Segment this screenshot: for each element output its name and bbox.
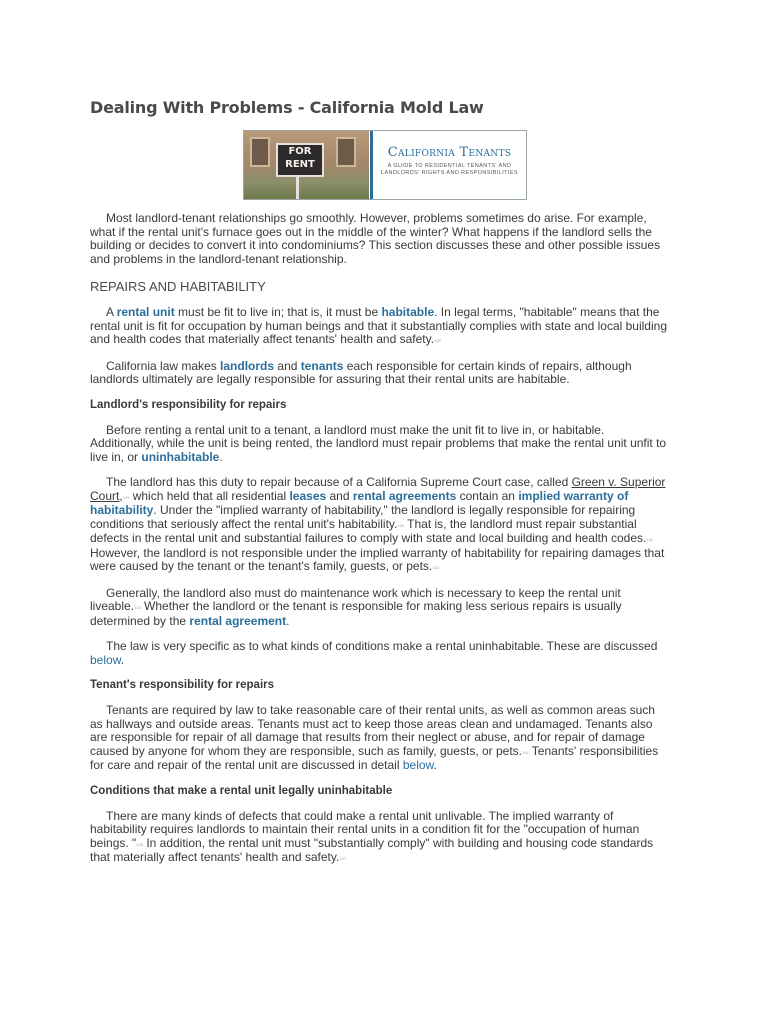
article xyxy=(90,94,670,866)
paragraph-defects: There are many kinds of defects that could make a rental unit unlivable. The implied warranty of habitability requires landlords to maintain their rental units in a condition fit for the "occupation of human beings. "$^{135}$ In addition, the rental unit must "substantially comply" with building and housing code standards that materially affect tenants' health and safety.$^{137}$ xyxy=(90,808,654,864)
link-tenants[interactable]: tenants xyxy=(300,358,344,373)
footnote-128[interactable]: 128 xyxy=(434,338,441,343)
link-leases[interactable]: leases xyxy=(289,488,327,503)
subheading-uninhabitable-conditions: Conditions that make a rental unit legally uninhabitable xyxy=(90,784,393,797)
footnote-129[interactable]: 129 xyxy=(122,494,130,500)
paragraph-green-v-superior: The landlord has this duty to repair because of a California Supreme Court case, called Green v. Superior Court,$^{129}$ which held that all residential leases and rental agreements contain an implied warranty of habitability. Under the "implied warranty of habitability," the landlord is legally responsible for repairing conditions that seriously affect the rental unit's habitability.$^{130}$ That is, the landlord must repair substantial defects in the rental unit and substantial failures to comply with state and local building and health codes.$^{131}$ However, the landlord is not responsible under the implied warranty of habitability for repairing damages that were caused by the tenant or the tenant's family, guests, or pets.$^{132}$ xyxy=(90,475,666,573)
footnote-134[interactable]: 134 xyxy=(522,749,529,755)
link-rental-agreements[interactable]: rental agreements xyxy=(352,488,457,503)
banner-subtitle: A GUIDE TO RESIDENTIAL TENANTS' AND LANDLORDS' RIGHTS AND RESPONSIBILITIES xyxy=(381,163,518,176)
link-habitable[interactable]: habitable xyxy=(381,305,435,319)
link-rental-agreement[interactable]: rental agreement xyxy=(189,613,287,628)
for-rent-photo xyxy=(244,131,369,199)
paragraph-conditions-intro: The law is very specific as to what kinds of conditions make a rental uninhabitable. These are discussed below. xyxy=(90,639,658,667)
footnote-130[interactable]: 130 xyxy=(397,522,405,528)
banner-text xyxy=(377,131,522,199)
paragraph-maintenance: Generally, the landlord also must do maintenance work which is necessary to keep the rental unit liveable.$^{133}$ Whether the landlord or the tenant is responsible for making less serious repairs is usually determined by the rental agreement. xyxy=(90,585,622,628)
page-title: Dealing With Problems - California Mold Law xyxy=(90,98,484,117)
link-implied-warranty[interactable]: implied warranty of habitability xyxy=(90,488,629,517)
subheading-tenant-repairs: Tenant's responsibility for repairs xyxy=(90,679,275,691)
california-tenants-banner xyxy=(243,130,527,200)
footnote-132[interactable]: 132 xyxy=(432,565,439,570)
link-green-v-superior-court[interactable]: Green v. Superior Court, xyxy=(90,475,666,503)
subheading-landlord-repairs: Landlord's responsibility for repairs xyxy=(90,398,287,411)
banner-title: California Tenants xyxy=(387,145,512,160)
link-landlords[interactable]: landlords xyxy=(220,358,275,373)
section-heading: REPAIRS AND HABITABILITY xyxy=(90,279,266,294)
footnote-135[interactable]: 135 xyxy=(136,841,143,847)
link-below-tenant[interactable]: below xyxy=(402,758,434,772)
for-rent-sign: FOR RENT xyxy=(276,143,324,177)
window-right xyxy=(336,137,356,167)
window-left xyxy=(250,137,270,167)
link-rental-unit[interactable]: rental unit xyxy=(116,305,175,319)
paragraph-before-renting: Before renting a rental unit to a tenant, a landlord must make the unit fit to live in, or habitable. Additionally, while the unit is being rented, the landlord must repair problems that make the rental unit unfit to live in, or uninhabitable. xyxy=(90,422,667,464)
banner-divider xyxy=(370,131,373,199)
footnote-137[interactable]: 137 xyxy=(339,856,347,861)
paragraph-responsibility: California law makes landlords and tenants each responsible for certain kinds of repairs, although landlords ultimately are legally responsible for assuring that their rental units are habitable. xyxy=(90,358,632,386)
paragraph-habitable: A rental unit must be fit to live in; that is, it must be habitable. In legal terms, "habitable" means that the rental unit is fit for occupation by human beings and that it substantially complies with state and local building and health codes that materially affect tenants' health and safety.$^{128}$ xyxy=(90,305,667,346)
sign-post xyxy=(296,175,299,199)
link-below-conditions[interactable]: below xyxy=(90,652,121,667)
footnote-131[interactable]: 131 xyxy=(646,537,654,542)
footnote-133[interactable]: 133 xyxy=(134,605,141,610)
link-uninhabitable[interactable]: uninhabitable xyxy=(141,449,220,464)
paragraph-tenant-care: Tenants are required by law to take reasonable care of their rental units, as well as common areas such as hallways and outside areas. Tenants must act to keep those areas clean and undamaged. Tenants also are responsible for repair of all damage that results from their neglect or abuse, and for repair of damage caused by anyone for whom they are responsible, such as family, guests, or pets.$^{134}$ Tenants' responsibilities for care and repair of the rental unit are discussed in detail below. xyxy=(90,703,659,772)
intro-paragraph: Most landlord-tenant relationships go smoothly. However, problems sometimes do arise. For example, what if the rental unit's furnace goes out in the middle of the winter? What happens if the landlord sells the building or decides to convert it into condominiums? This section discusses these and other possible issues and problems in the landlord-tenant relationship. xyxy=(90,211,661,266)
